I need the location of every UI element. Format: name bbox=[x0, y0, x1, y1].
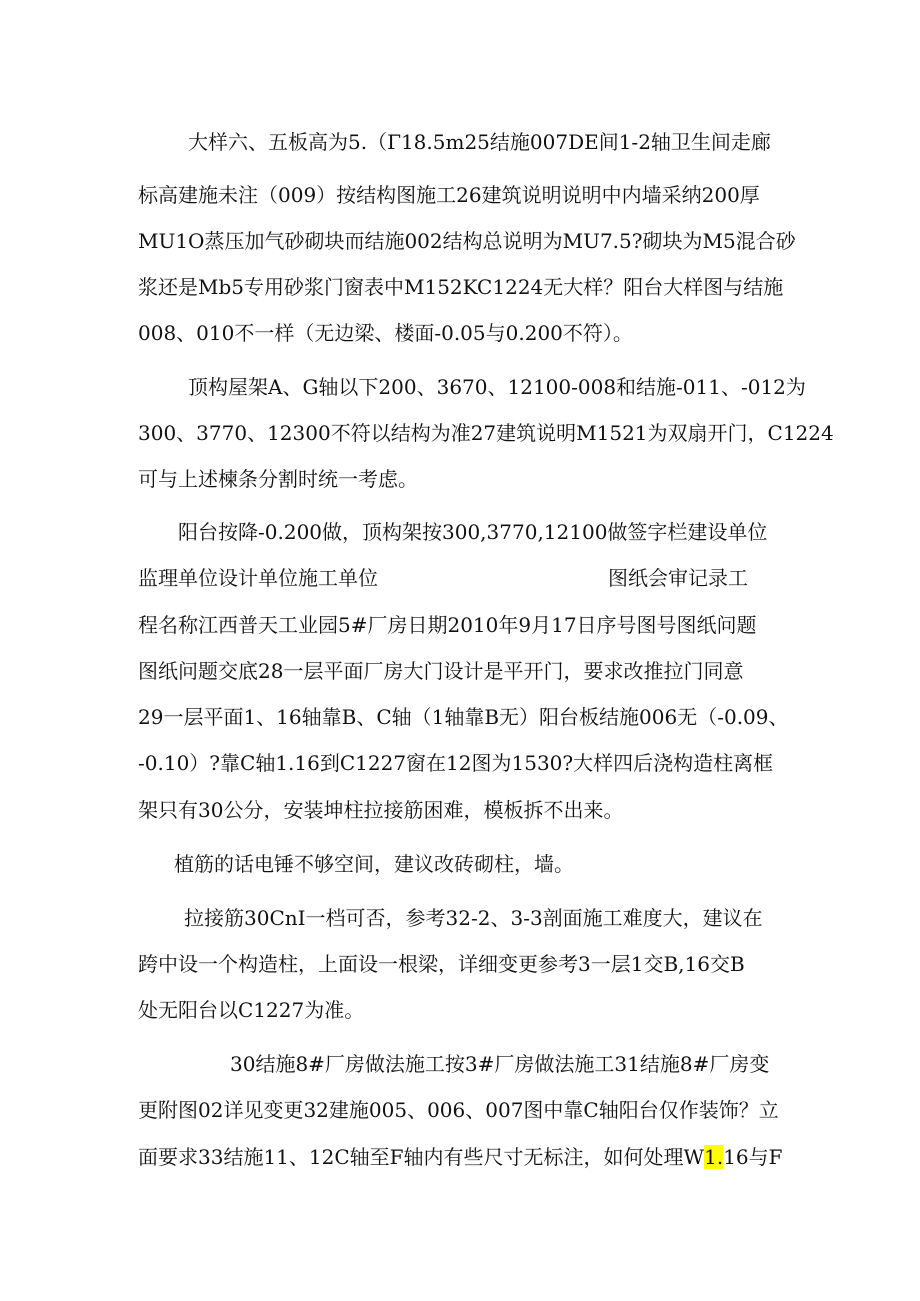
text-line: 30结施8#厂房做法施工按3#厂房做法施工31结施8#厂房变 bbox=[230, 1052, 770, 1076]
text-line: 标高建施未注（009）按结构图施工26建筑说明说明中内墙采纳200厚 bbox=[138, 183, 760, 207]
text-line: 拉接筋30CnI一档可否，参考32-2、3-3剖面施工难度大，建议在 bbox=[184, 906, 763, 930]
text-line: 300、3770、12300不符以结构为准27建筑说明M1521为双扇开门，C1224 bbox=[138, 421, 834, 445]
text-segment: 面要求33结施11、12C轴至F轴内有些尺寸无标注，如何处理W bbox=[138, 1145, 705, 1169]
text-line bbox=[138, 1142, 783, 1172]
text-line: 图纸会审记录工 bbox=[608, 566, 748, 590]
text-line: 图纸问题交底28一层平面厂房大门设计是平开门，要求改推拉门同意 bbox=[138, 659, 744, 683]
text-line: 浆还是Mb5专用砂浆门窗表中M152KC1224无大样？阳台大样图与结施 bbox=[138, 275, 784, 299]
text-line: 跨中设一个构造柱，上面设一根梁，详细变更参考3一层1交B,16交B bbox=[138, 952, 745, 976]
text-line: 29一层平面1、16轴靠B、C轴（1轴靠B无）阳台板结施006无（-0.09、 bbox=[138, 705, 789, 729]
text-line: 架只有30公分，安装坤柱拉接筋困难，模板拆不出来。 bbox=[138, 798, 624, 822]
text-line: MU1O蒸压加气砂砌块而结施002结构总说明为MU7.5?砌块为M5混合砂 bbox=[138, 229, 796, 253]
text-line: 程名称江西普天工业园5#厂房日期2010年9月17日序号图号图纸问题 bbox=[138, 613, 757, 637]
text-line: 监理单位设计单位施工单位 bbox=[138, 566, 378, 590]
text-line: 植筋的话电锤不够空间，建议改砖砌柱，墙。 bbox=[174, 852, 574, 876]
text-line: 顶构屋架A、G轴以下200、3670、12100-008和结施-011、-012为 bbox=[188, 375, 806, 399]
text-line: -0.10）?靠C轴1.16到C1227窗在12图为1530?大样四后浇构造柱离框 bbox=[138, 751, 774, 775]
text-line: 更附图02详见变更32建施005、006、007图中靠C轴阳台仅作装饰？立 bbox=[138, 1098, 779, 1122]
text-segment: 16与F bbox=[723, 1145, 783, 1169]
text-line: 大样六、五板高为5.（Γ18.5m25结施007DE间1-2轴卫生间走廊 bbox=[188, 130, 771, 154]
text-line: 可与上述楝条分割时统一考虑。 bbox=[138, 467, 418, 491]
highlighted-text: 1. bbox=[704, 1145, 724, 1169]
text-line: 处无阳台以C1227为准。 bbox=[138, 998, 365, 1022]
text-line: 008、010不一样（无边梁、楼面-0.05与0.200不符）。 bbox=[138, 321, 633, 345]
text-line: 阳台按降-0.200做，顶构架按300,3770,12100做签字栏建设单位 bbox=[178, 520, 768, 544]
